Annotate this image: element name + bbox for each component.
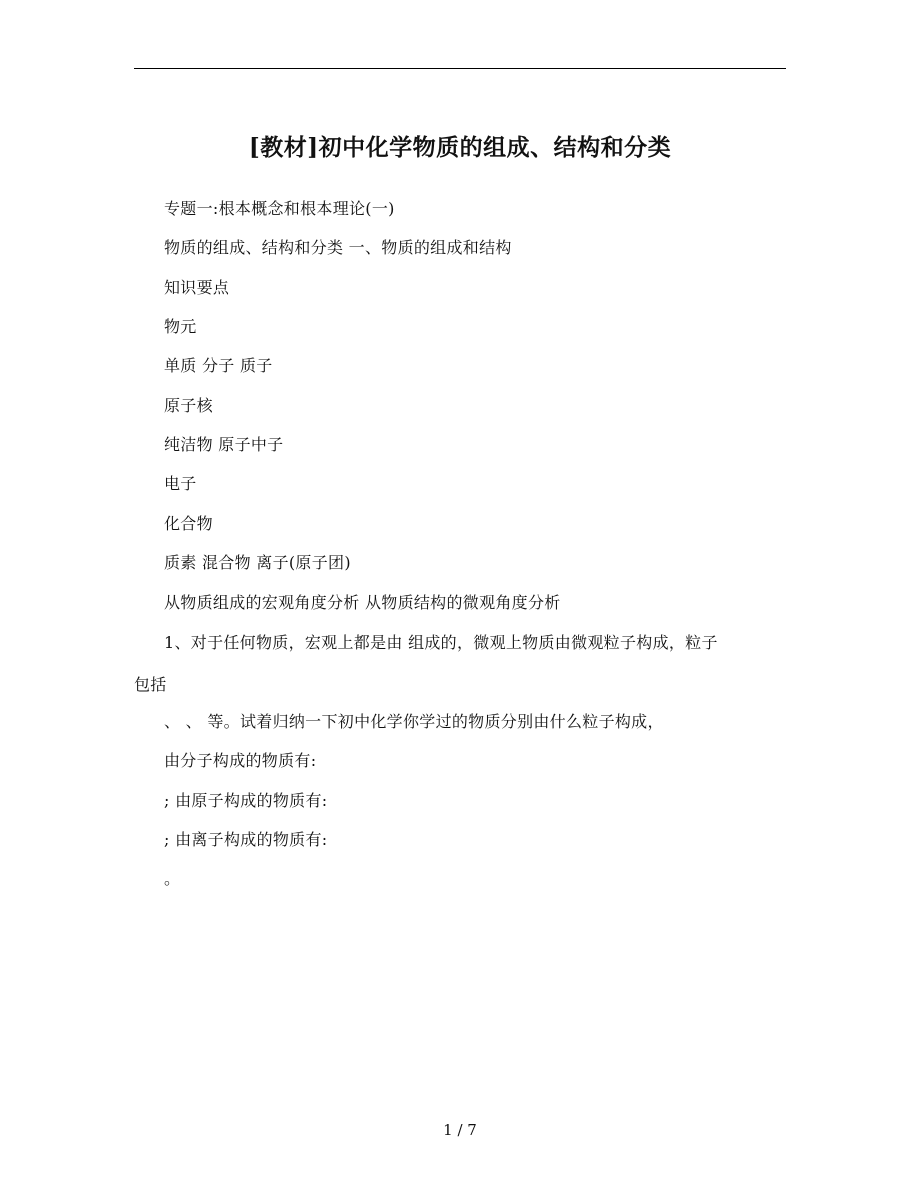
header-rule (134, 68, 786, 69)
paragraph-line: 质素 混合物 离子(原子团) (164, 553, 351, 572)
paragraph-line: ; 由原子构成的物质有: (164, 791, 328, 810)
paragraph-line: 。 (164, 869, 181, 888)
paragraph-line: 由分子构成的物质有: (164, 751, 317, 770)
paragraph-line: 包括 (134, 675, 167, 694)
section-heading: 物质的组成、结构和分类 一、物质的组成和结构 (164, 238, 512, 257)
paragraph-line: 单质 分子 质子 (164, 356, 273, 375)
paragraph-line: ; 由离子构成的物质有: (164, 830, 328, 849)
topic-heading: 专题一:根本概念和根本理论(一) (164, 199, 395, 218)
paragraph-line: 1、对于任何物质，宏观上都是由 组成的，微观上物质由微观粒子构成，粒子 (164, 633, 718, 652)
knowledge-points-heading: 知识要点 (164, 278, 230, 297)
document-title: [教材]初中化学物质的组成、结构和分类 (248, 134, 672, 161)
paragraph-line: 化合物 (164, 514, 213, 533)
paragraph-line: 纯洁物 原子中子 (164, 435, 284, 454)
paragraph-line: 物元 (164, 317, 197, 336)
paragraph-line: 原子核 (164, 396, 213, 415)
paragraph-line: 电子 (164, 474, 197, 493)
paragraph-line: 从物质组成的宏观角度分析 从物质结构的微观角度分析 (164, 593, 561, 612)
paragraph-line: 、 、 等。试着归纳一下初中化学你学过的物质分别由什么粒子构成， (164, 712, 664, 731)
page-number: 1 / 7 (443, 1121, 477, 1139)
